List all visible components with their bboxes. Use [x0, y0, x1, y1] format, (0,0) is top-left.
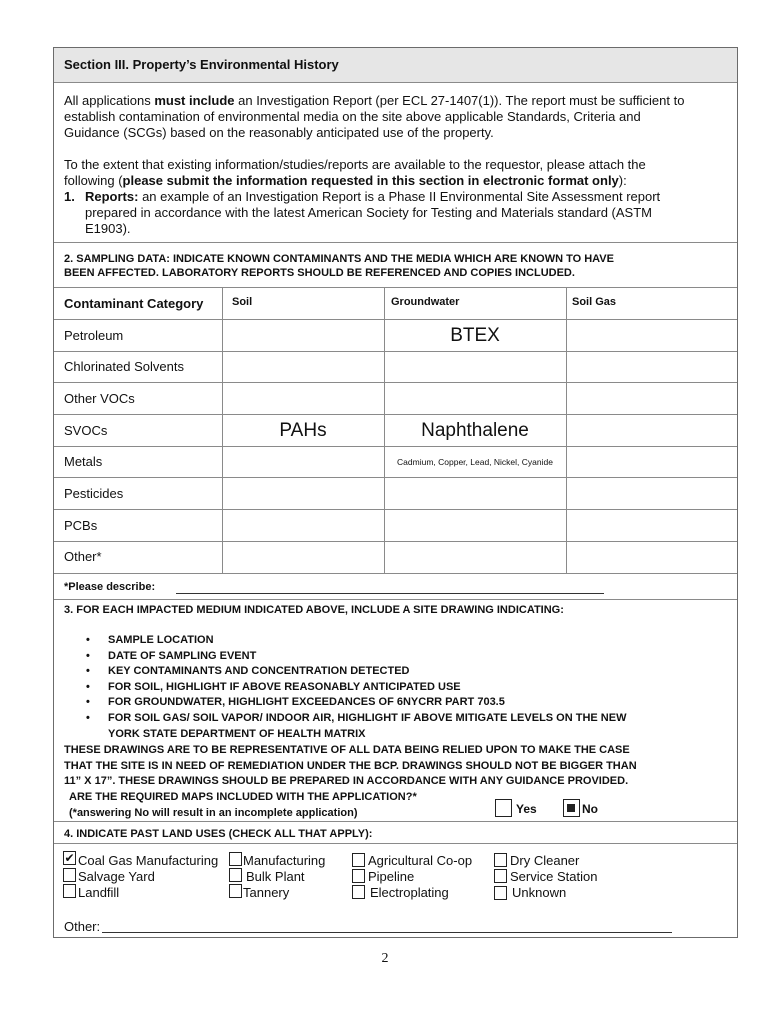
page-number: 2: [381, 951, 389, 966]
use-coal-gas-checkbox[interactable]: [63, 851, 76, 865]
list-item: • FOR GROUNDWATER, HIGHLIGHT EXCEEDANCES OF 6NYCRR PART 703.5: [82, 695, 626, 711]
intro-emphasis: must include: [154, 93, 235, 108]
use-manufacturing-checkbox[interactable]: [229, 852, 242, 866]
section-2-line-1: 2. SAMPLING DATA: INDICATE KNOWN CONTAMINANTS AND THE MEDIA WHICH ARE KNOWN TO HAVE: [64, 253, 614, 265]
intro-line-2: establish contamination of environmental media on the site above applicable Standards, Criteria and: [64, 109, 641, 124]
intro-text: ):: [618, 173, 627, 188]
header-soil: Soil: [232, 296, 253, 308]
drawings-line-1: THESE DRAWINGS ARE TO BE REPRESENTATIVE OF ALL DATA BEING RELIED UPON TO MAKE THE CASE: [64, 744, 630, 756]
list-item: • KEY CONTAMINANTS AND CONCENTRATION DETECTED: [82, 664, 626, 680]
cell-metals-groundwater: Cadmium, Copper, Lead, Nickel, Cyanide: [397, 457, 553, 467]
drawing-requirements-list: [82, 633, 626, 727]
use-salvage-yard-label: Salvage Yard: [78, 869, 155, 884]
use-bulk-plant-checkbox[interactable]: [229, 868, 242, 882]
maps-yes-checkbox[interactable]: [495, 799, 512, 817]
use-salvage-yard-checkbox[interactable]: [63, 868, 76, 882]
intro-block: [64, 93, 734, 237]
check-icon: ✔: [64, 851, 75, 865]
intro-emphasis: please submit the information requested in this section in electronic format only: [122, 173, 619, 188]
row-category-metals: Metals: [64, 454, 103, 469]
use-tannery-label: Tannery: [243, 885, 290, 900]
row-category-svocs: SVOCs: [64, 423, 108, 438]
list-item: • FOR SOIL, HIGHLIGHT IF ABOVE REASONABLY ANTICIPATED USE: [82, 680, 626, 696]
cell-svocs-soil: PAHs: [279, 420, 327, 441]
maps-no-checkbox[interactable]: [563, 799, 580, 817]
other-uses-label: Other:: [64, 919, 101, 934]
row-category-pcbs: PCBs: [64, 518, 98, 533]
section-2-heading: [64, 252, 614, 280]
header-contaminant-category: Contaminant Category: [64, 296, 204, 311]
section-title-band: [54, 48, 737, 83]
maps-yes-label: Yes: [516, 802, 537, 816]
reports-line-3: E1903).: [85, 221, 131, 236]
row-category-other: Other*: [64, 549, 102, 564]
reports-line-2: prepared in accordance with the latest American Society for Testing and Materials standard (ASTM: [85, 205, 652, 220]
use-landfill-label: Landfill: [78, 885, 120, 900]
header-soil-gas: Soil Gas: [572, 296, 617, 308]
intro-text: following (: [64, 173, 123, 188]
use-pipeline-label: Pipeline: [368, 869, 415, 884]
intro-line-5: [64, 173, 734, 189]
intro-text: All applications: [64, 93, 155, 108]
use-service-station-checkbox[interactable]: [494, 869, 507, 883]
intro-line-3: Guidance (SCGs) based on the reasonably anticipated use of the property.: [64, 125, 494, 140]
use-dry-cleaner-checkbox[interactable]: [494, 853, 507, 867]
use-service-station-label: Service Station: [510, 869, 598, 884]
please-describe-field[interactable]: [176, 593, 604, 594]
use-unknown-label: Unknown: [512, 885, 567, 900]
section-title: Section III. Property’s Environmental History: [64, 57, 339, 72]
list-item-continuation: YORK STATE DEPARTMENT OF HEALTH MATRIX: [108, 728, 366, 740]
use-dry-cleaner-label: Dry Cleaner: [510, 853, 580, 868]
other-uses-field[interactable]: [102, 932, 672, 933]
list-item: • FOR SOIL GAS/ SOIL VAPOR/ INDOOR AIR, HIGHLIGHT IF ABOVE MITIGATE LEVELS ON THE NEW: [82, 711, 626, 727]
maps-no-label: No: [582, 802, 598, 816]
use-unknown-checkbox[interactable]: [494, 886, 507, 900]
section-3-heading: 3. FOR EACH IMPACTED MEDIUM INDICATED ABOVE, INCLUDE A SITE DRAWING INDICATING:: [64, 604, 564, 616]
drawings-paragraph: [64, 743, 637, 790]
use-bulk-plant-label: Bulk Plant: [246, 869, 305, 884]
section-4-heading: 4. INDICATE PAST LAND USES (CHECK ALL THAT APPLY):: [64, 828, 373, 840]
use-manufacturing-label: Manufacturing: [243, 853, 326, 868]
row-category-other-vocs: Other VOCs: [64, 391, 135, 406]
use-tannery-checkbox[interactable]: [229, 884, 242, 898]
environmental-history-form: [53, 47, 738, 938]
section-2-line-2: BEEN AFFECTED. LABORATORY REPORTS SHOULD BE REFERENCED AND COPIES INCLUDED.: [64, 267, 575, 279]
maps-note: (*answering No will result in an incomplete application): [69, 807, 358, 819]
drawings-line-2: THAT THE SITE IS IN NEED OF REMEDIATION UNDER THE BCP. DRAWINGS SHOULD NOT BE BIGGER THAN: [64, 759, 637, 772]
reports-text: an example of an Investigation Report is a Phase II Environmental Site Assessment report: [138, 189, 661, 204]
cell-petroleum-groundwater: BTEX: [450, 325, 500, 346]
please-describe-label: *Please describe:: [64, 581, 156, 593]
use-electroplating-checkbox[interactable]: [352, 885, 365, 899]
use-pipeline-checkbox[interactable]: [352, 869, 365, 883]
checked-square-icon: [567, 804, 575, 812]
cell-svocs-groundwater: Naphthalene: [421, 420, 529, 441]
use-agricultural-coop-checkbox[interactable]: [352, 853, 365, 867]
intro-line-1: [64, 93, 734, 109]
use-coal-gas-label: Coal Gas Manufacturing: [78, 853, 219, 868]
list-item: • DATE OF SAMPLING EVENT: [82, 649, 626, 665]
use-electroplating-label: Electroplating: [370, 885, 449, 900]
intro-line-4: To the extent that existing information/studies/reports are available to the requestor, please attach the: [64, 157, 646, 172]
reports-item-number: 1.: [64, 189, 75, 204]
reports-label: Reports:: [85, 189, 139, 204]
reports-item: [64, 189, 734, 205]
intro-text: an Investigation Report (per ECL 27-1407(1)). The report must be sufficient to: [234, 93, 685, 108]
row-category-petroleum: Petroleum: [64, 328, 124, 343]
list-item: • SAMPLE LOCATION: [82, 633, 626, 649]
use-landfill-checkbox[interactable]: [63, 884, 76, 898]
row-category-chlorinated-solvents: Chlorinated Solvents: [64, 359, 184, 374]
drawings-line-3: 11” X 17”. THESE DRAWINGS SHOULD BE PREPARED IN ACCORDANCE WITH ANY GUIDANCE PROVIDED.: [64, 775, 629, 788]
row-category-pesticides: Pesticides: [64, 486, 124, 501]
header-groundwater: Groundwater: [391, 296, 460, 308]
maps-question: ARE THE REQUIRED MAPS INCLUDED WITH THE APPLICATION?*: [69, 791, 417, 803]
use-agricultural-coop-label: Agricultural Co-op: [368, 853, 473, 868]
